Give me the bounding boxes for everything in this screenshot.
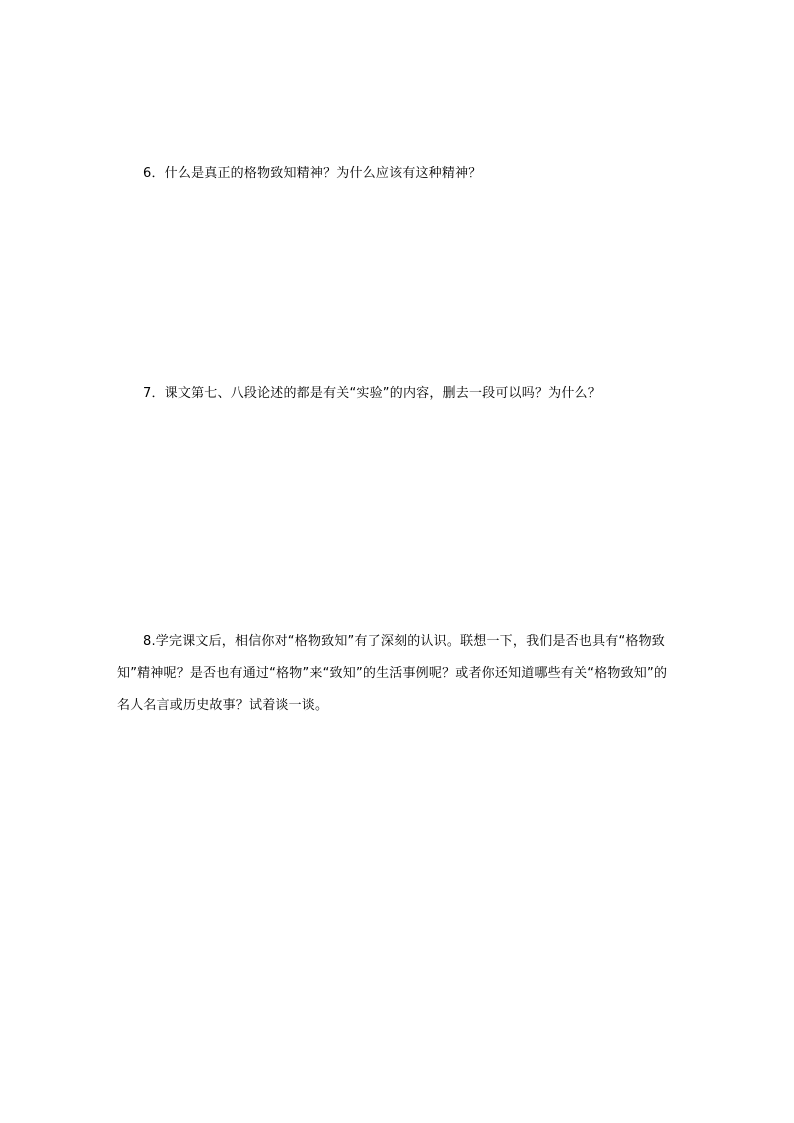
question-8: 8.学完课文后，相信你对“格物致知”有了深刻的认识。联想一下，我们是否也具有“格物致知”精神呢？是否也有通过“格物”来“致知”的生活事例呢？或者你还知道哪些有关“格物致知”的名人名言或历史故事？试着谈一谈。 [117,634,668,713]
question-6: 6．什么是真正的格物致知精神？为什么应该有这种精神？ [143,166,482,181]
question-7: 7．课文第七、八段论述的都是有关“实验”的内容，删去一段可以吗？为什么？ [143,386,601,401]
